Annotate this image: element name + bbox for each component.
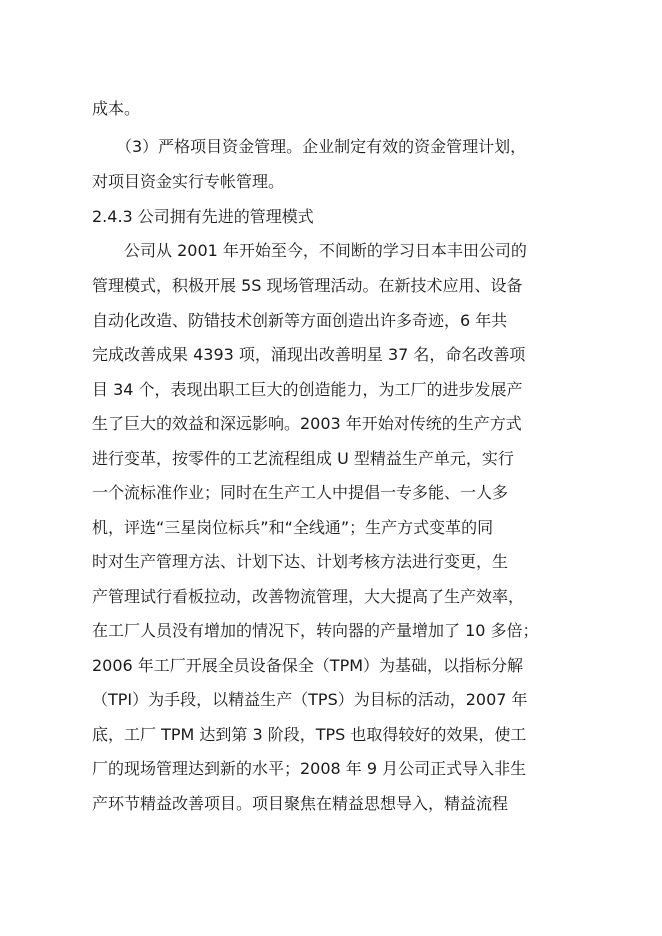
text-line: 目 34 个，表现出职工巨大的创造能力，为工厂的进步发展产 — [92, 380, 523, 399]
text-line: 进行变革，按零件的工艺流程组成 U 型精益生产单元，实行 — [92, 449, 514, 468]
text-line: 厂的现场管理达到新的水平；2008 年 9 月公司正式导入非生 — [92, 759, 527, 778]
text-line: 时对生产管理方法、计划下达、计划考核方法进行变更，生 — [92, 552, 509, 571]
text-line: 管理模式，积极开展 5S 现场管理活动。在新技术应用、设备 — [92, 276, 523, 295]
text-line: 一个流标准作业；同时在生产工人中提倡一专多能、一人多 — [92, 483, 509, 502]
text-line: 在工厂人员没有增加的情况下，转向器的产量增加了 10 多倍； — [92, 621, 539, 640]
text-line: 生了巨大的效益和深远影响。2003 年开始对传统的生产方式 — [92, 414, 522, 433]
text-line: （TPI）为手段，以精益生产（TPS）为目标的活动，2007 年 — [92, 690, 528, 709]
text-line: 完成改善成果 4393 项，涌现出改善明星 37 名，命名改善项 — [92, 345, 526, 364]
text-line: （3）严格项目资金管理。企业制定有效的资金管理计划， — [92, 137, 527, 156]
text-line: 成本。 — [92, 99, 141, 118]
text-line: 机，评选“三星岗位标兵”和“全线通”；生产方式变革的同 — [92, 518, 494, 537]
text-line: 产环节精益改善项目。项目聚焦在精益思想导入，精益流程 — [92, 794, 509, 813]
text-line: 产管理试行看板拉动，改善物流管理，大大提高了生产效率， — [92, 587, 525, 606]
text-line: 自动化改造、防错技术创新等方面创造出许多奇迹，6 年共 — [92, 311, 508, 330]
text-line: 底，工厂 TPM 达到第 3 阶段，TPS 也取得较好的效果，使工 — [92, 725, 527, 744]
section-heading: 2.4.3 公司拥有先进的管理模式 — [92, 207, 314, 226]
text-line: 2006 年工厂开展全员设备保全（TPM）为基础，以指标分解 — [92, 656, 524, 675]
text-line: 对项目资金实行专帐管理。 — [92, 172, 285, 191]
text-line: 公司从 2001 年开始至今，不间断的学习日本丰田公司的 — [92, 241, 527, 260]
